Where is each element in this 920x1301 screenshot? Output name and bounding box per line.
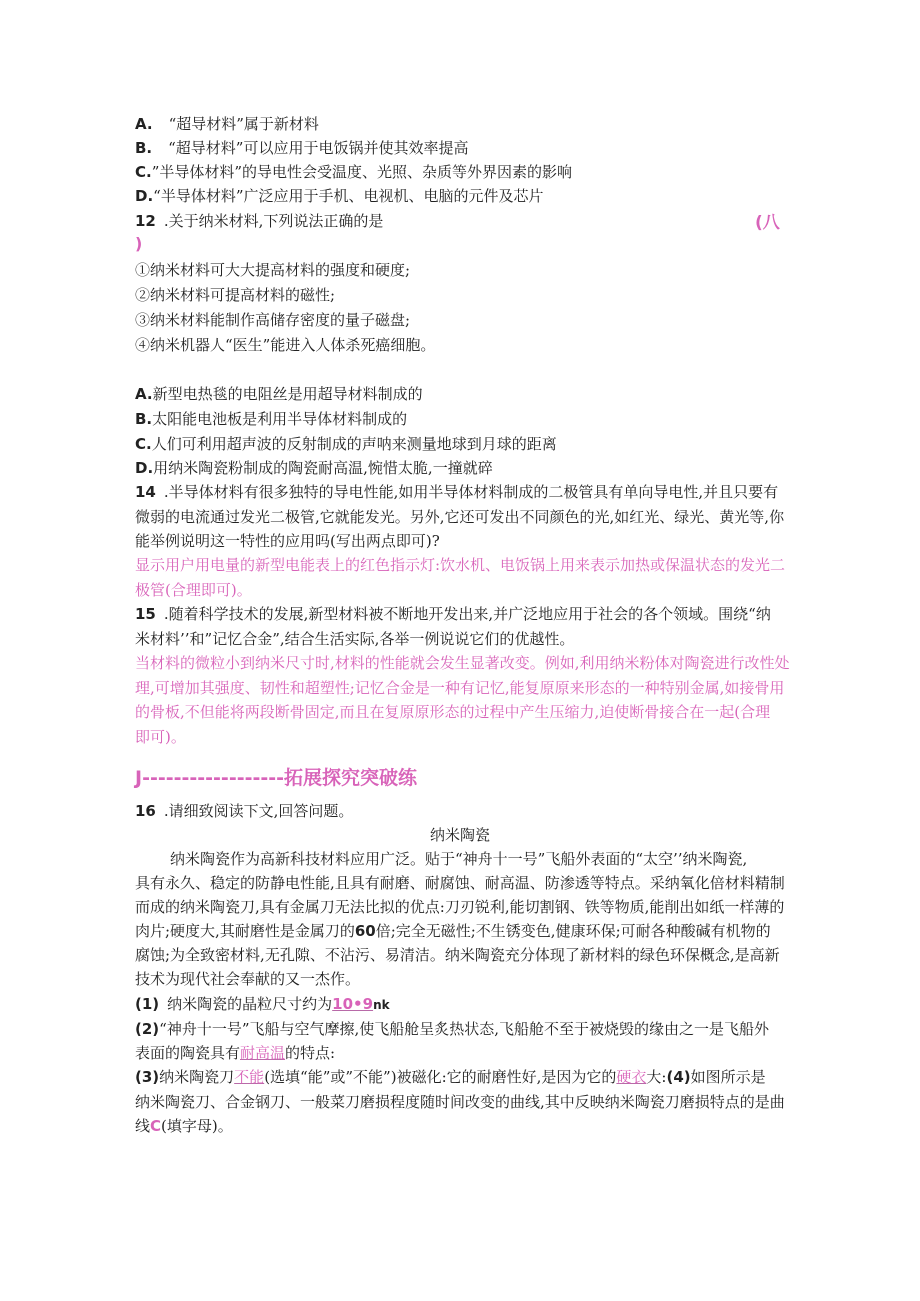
question-number: 12 [135,212,156,230]
q13-option-a [135,383,423,405]
q15-answer: 即可)。 [135,728,186,746]
option-text: 人们可利用超声波的反射制成的声呐来测量地球到月球的距离 [151,435,557,453]
q16-sub2 [135,1018,769,1040]
option-text: ”半导体材料”的导电性会受温度、光照、杂质等外界因素的影响 [151,163,573,181]
question-text: .半导体材料有很多独特的导电性能,如用半导体材料制成的二极管具有单向导电性,并且只要有 [163,483,779,501]
q15-line [135,603,771,625]
question-text: .随着科学技术的发展,新型材料被不断地开发出来,并广泛地应用于社会的各个领域。围绕“纳 [163,605,771,623]
sub-text: 线 [135,1117,151,1135]
q12-bracket-close: ) [135,234,143,253]
option-label: A. [135,385,153,403]
q16-sub2-line2 [135,1042,335,1064]
option-label: D. [135,187,154,205]
question-number: 16 [135,802,156,820]
sub-text: 纳米陶瓷的晶粒尺寸约为 [167,995,333,1013]
question-text: .请细致阅读下文,回答问题。 [163,802,354,820]
q14-line: 能举例说明这一特性的应用吗(写出两点即可)? [135,532,440,550]
article-paragraph-line: 具有永久、稳定的防静电性能,且具有耐磨、耐腐蚀、耐高温、防渗透等特点。采纳氧化倍材料精制 [135,874,785,892]
q14-line [135,481,778,503]
article-paragraph-line [135,920,771,942]
q15-answer: 的骨板,不但能将两段断骨固定,而且在复原原形态的过程中产生压缩力,迫使断骨接合在一起(合理 [135,703,771,721]
option-text: “半导体材料”广泛应用于手机、电视机、电脑的元件及芯片 [153,187,544,205]
sub3-answer2: 硬衣 [616,1068,647,1086]
q14-line: 微弱的电流通过发光二极管,它就能发光。另外,它还可发出不同颜色的光,如红光、绿光、黄光等,你 [135,508,785,526]
sub-text: 大: [646,1068,667,1086]
article-paragraph-line: 而成的纳米陶瓷刀,具有金属刀无法比拟的优点:刀刃锐利,能切割钢、铁等物质,能削出如纸一样薄的 [135,898,785,916]
question-number: 15 [135,605,156,623]
sub-text: 表面的陶瓷具有 [135,1044,241,1062]
text-segment: 肉片;硬度大,其耐磨性是金属刀的 [135,922,355,940]
option-text: 用纳米陶瓷粉制成的陶瓷耐高温,惋惜太脆,一撞就碎 [153,459,493,477]
article-paragraph-line: 腐蚀;为全致密材料,无孔隙、不沾污、易清洁。纳米陶瓷充分体现了新材料的绿色环保概念,是高新 [135,946,780,964]
sub2-answer: 耐高温 [240,1044,286,1062]
q15-answer: 当材料的微粒小到纳米尺寸时,材料的性能就会发生显著改变。例如,利用纳米粉体对陶瓷进行改性处 [135,654,790,672]
q12-item: ③纳米材料能制作高储存密度的量子磁盘; [135,311,411,329]
q12-item: ①纳米材料可大大提高材料的强度和硬度; [135,261,411,279]
sub-text: (选填“能”或”不能”)被磁化:它的耐磨性好,是因为它的 [264,1068,617,1086]
option-label: A. [135,115,153,133]
q16-sub3 [135,1066,766,1088]
option-label: B. [135,410,153,428]
q12-item: ②纳米材料可提高材料的磁性; [135,286,336,304]
question-text: .关于纳米材料,下列说法正确的是 [163,212,384,230]
section-heading: J------------------拓展探究突破练 [135,767,418,789]
q13-option-d [135,457,493,479]
sub-label: (2) [135,1020,160,1038]
option-text: “超导材料”属于新材料 [168,115,319,133]
sub-text: “神舟十一号”飞船与空气摩擦,使飞船舱呈炙热状态,飞船舱不至于被烧毁的缘由之一是飞船外 [159,1020,770,1038]
text-number: 60 [354,922,376,940]
sub-text: 纳米陶瓷刀 [159,1068,235,1086]
text-segment: 倍;完全无磁性;不生锈变色,健康环保;可耐各种酸碱有机物的 [375,922,771,940]
option-label: B. [135,139,153,157]
sub-label: (1) [135,995,160,1013]
q12-answer-bracket: (八 [755,213,780,233]
q14-answer: 显示用户用电量的新型电能表上的红色指示灯:饮水机、电饭锅上用来表示加热或保温状态的发光二 [135,556,786,574]
q11-option-a [135,113,319,135]
q16-sub1 [135,993,390,1016]
article-title: 纳米陶瓷 [429,826,490,844]
q11-option-b [135,137,468,159]
sub4-answer: C [150,1117,162,1135]
question-number: 14 [135,483,156,501]
q15-line: 米材料’’和”记忆合金”,结合生活实际,各举一例说说它们的优越性。 [135,630,575,648]
q15-answer: 理,可增加其强度、韧性和超塑性;记忆合金是一种有记忆,能复原原来形态的一种特别金属,如接骨用 [135,679,785,697]
sub-text: (填字母)。 [161,1117,233,1135]
q12-item: ④纳米机器人“医生”能进入人体杀死癌细胞。 [135,336,436,354]
q13-option-c [135,433,557,455]
q16-stem [135,800,353,822]
sub-label: (4) [666,1068,691,1086]
option-text: 太阳能电池板是利用半导体材料制成的 [152,410,408,428]
option-label: C. [135,435,152,453]
q16-sub4-line3 [135,1115,233,1137]
article-paragraph-line: 技术为现代社会奉献的又一杰作。 [135,970,361,988]
q16-sub4-line2: 纳米陶瓷刀、合金钢刀、一般菜刀磨损程度随时间改变的曲线,其中反映纳米陶瓷刀磨损特点的是曲 [135,1093,785,1111]
q14-answer: 极管(合理即可)。 [135,581,252,599]
sub1-unit: nk [373,998,390,1012]
q11-option-d [135,185,544,207]
option-text: 新型电热毯的电阻丝是用超导材料制成的 [152,385,423,403]
option-label: C. [135,163,152,181]
option-label: D. [135,459,154,477]
article-paragraph-line: 纳米陶瓷作为高新科技材料应用广泛。贴于“神舟十一号”飞船外表面的“太空’’纳米陶瓷, [170,850,748,868]
option-text: “超导材料”可以应用于电饭锅并使其效率提高 [168,139,469,157]
sub1-answer: 10•9 [332,995,374,1013]
q12-stem [135,210,383,232]
sub-text: 如图所示是 [690,1068,766,1086]
sub-label: (3) [135,1068,160,1086]
sub-text: 的特点: [285,1044,336,1062]
q13-option-b [135,408,407,430]
sub3-answer: 不能 [234,1068,265,1086]
q11-option-c [135,161,572,183]
